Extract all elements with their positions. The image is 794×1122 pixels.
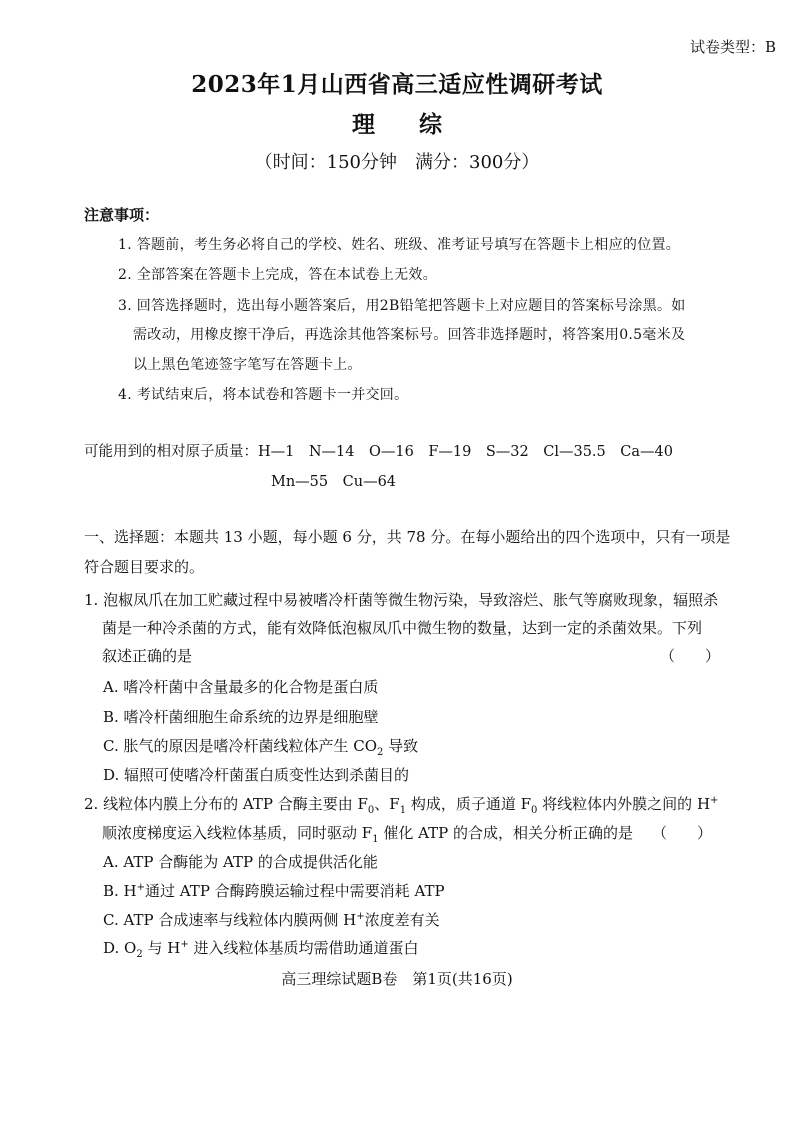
question-1-option-a: A. 嗜冷杆菌中含量最多的化合物是蛋白质 bbox=[103, 678, 379, 696]
question-2-option-d: D. $O_2$ 与 H+ 进入线粒体基质均需借助通道蛋白 bbox=[103, 939, 419, 960]
question-2-stem: 2. 线粒体内膜上分布的 ATP 合酶主要由 $F_0$、$F_1$ 构成，质子通道 $F_0$ 将线粒体内外膜之间的 H+ bbox=[84, 795, 719, 816]
atomic-mass-line: Mn—55 Cu—64 bbox=[271, 474, 397, 490]
section-heading: 一、选择题：本题共 13 小题，每小题 6 分，共 78 分。在每小题给出的四个选项中，只有一项是 bbox=[84, 528, 731, 546]
question-2-option-b: B. H+通过 ATP 合酶跨膜运输过程中需要消耗 ATP bbox=[103, 882, 445, 900]
notice-item: 1. 答题前，考生务必将自己的学校、姓名、班级、准考证号填写在答题卡上相应的位置。 bbox=[118, 237, 681, 253]
question-1-option-b: B. 嗜冷杆菌细胞生命系统的边界是细胞壁 bbox=[103, 708, 379, 726]
exam-timing: （时间：150分钟 满分：300分） bbox=[254, 152, 540, 173]
notice-title: 注意事项： bbox=[84, 206, 160, 224]
exam-title: 2023年1月山西省高三适应性调研考试 bbox=[191, 71, 603, 98]
section-heading-continued: 符合题目要求的。 bbox=[84, 558, 205, 576]
page-footer: 高三理综试题B卷 第1页(共16页) bbox=[281, 970, 513, 988]
answer-parentheses: （ ） bbox=[652, 824, 713, 842]
question-1-stem-continued: 菌是一种冷杀菌的方式，能有效降低泡椒凤爪中微生物的数量，达到一定的杀菌效果。下列 bbox=[102, 619, 703, 637]
paper-type-label: 试卷类型：B bbox=[689, 38, 776, 56]
notice-item: 2. 全部答案在答题卡上完成，答在本试卷上无效。 bbox=[118, 267, 438, 283]
notice-item-continued: 以上黑色笔迹签字笔写在答题卡上。 bbox=[133, 357, 362, 373]
question-2-stem-continued: 顺浓度梯度运入线粒体基质，同时驱动 $F_1$ 催化 ATP 的合成，相关分析正确的是 bbox=[102, 824, 633, 845]
question-1-stem-continued: 叙述正确的是 bbox=[102, 647, 193, 665]
notice-item: 4. 考试结束后，将本试卷和答题卡一并交回。 bbox=[118, 387, 409, 403]
question-1-option-d: D. 辐照可使嗜冷杆菌蛋白质变性达到杀菌目的 bbox=[103, 766, 410, 784]
question-1-stem: 1. 泡椒凤爪在加工贮藏过程中易被嗜冷杆菌等微生物污染，导致溶烂、胀气等腐败现象，辐照杀 bbox=[84, 591, 719, 609]
atomic-mass-line: 可能用到的相对原子质量：H—1 N—14 O—16 F—19 S—32 Cl—35.5 Ca—40 bbox=[84, 444, 673, 460]
answer-parentheses: （ ） bbox=[660, 647, 721, 665]
notice-item-continued: 需改动，用橡皮擦干净后，再选涂其他答案标号。回答非选择题时，将答案用0.5毫米及 bbox=[133, 327, 686, 343]
notice-item: 3. 回答选择题时，选出每小题答案后，用2B铅笔把答题卡上对应题目的答案标号涂黑。如 bbox=[118, 298, 686, 314]
exam-subject: 理 综 bbox=[351, 111, 460, 138]
question-1-option-c: C. 胀气的原因是嗜冷杆菌线粒体产生 $CO_2$ 导致 bbox=[103, 737, 419, 758]
question-2-option-c: C. ATP 合成速率与线粒体内膜两侧 H+浓度差有关 bbox=[103, 911, 440, 929]
question-2-option-a: A. ATP 合酶能为 ATP 的合成提供活化能 bbox=[103, 853, 378, 871]
